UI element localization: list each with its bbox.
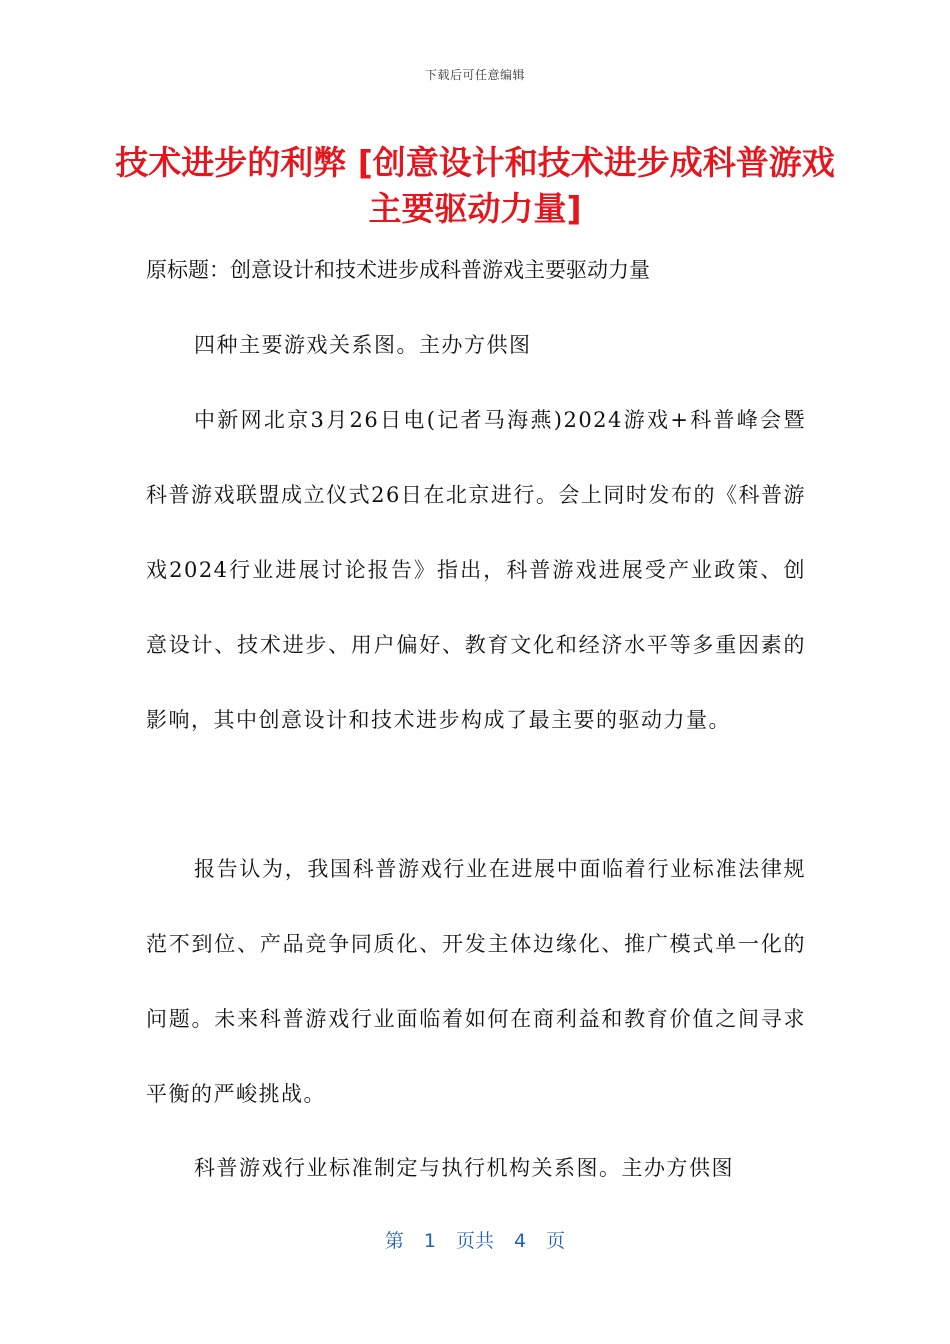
body-paragraph: 报告认为，我国科普游戏行业在进展中面临着行业标准法律规范不到位、产品竞争同质化、开发主体边缘化、推广模式单一化的问题。未来科普游戏行业面临着如何在商利益和教育价值之间寻求平衡的严峻挑战。 (146, 857, 806, 1106)
body-paragraph: 中新网北京3月26日电(记者马海燕)2024游戏+科普峰会暨科普游戏联盟成立仪式26日在北京进行。会上同时发布的《科普游戏2024行业进展讨论报告》指出，科普游戏进展受产业政策、创意设计、技术进步、用户偏好、教育文化和经济水平等多重因素的影响，其中创意设计和技术进步构成了最主要的驱动力量。 (146, 408, 806, 732)
page-footer (0, 1226, 950, 1253)
document-title: 技术进步的利弊 [创意设计和技术进步成科普游戏主要驱动力量] (115, 143, 835, 228)
page-label: 第 (384, 1230, 404, 1252)
image-caption-paragraph: 四种主要游戏关系图。主办方供图 (194, 333, 532, 357)
page-suffix: 页 (546, 1230, 566, 1252)
total-pages: 4 (514, 1230, 527, 1252)
page-header-note: 下载后可任意编辑 (424, 68, 525, 82)
original-title: 原标题：创意设计和技术进步成科普游戏主要驱动力量 (146, 258, 650, 282)
page-number: 1 (423, 1230, 436, 1252)
total-label: 页共 (455, 1230, 494, 1252)
image-caption-paragraph: 科普游戏行业标准制定与执行机构关系图。主办方供图 (194, 1156, 734, 1180)
